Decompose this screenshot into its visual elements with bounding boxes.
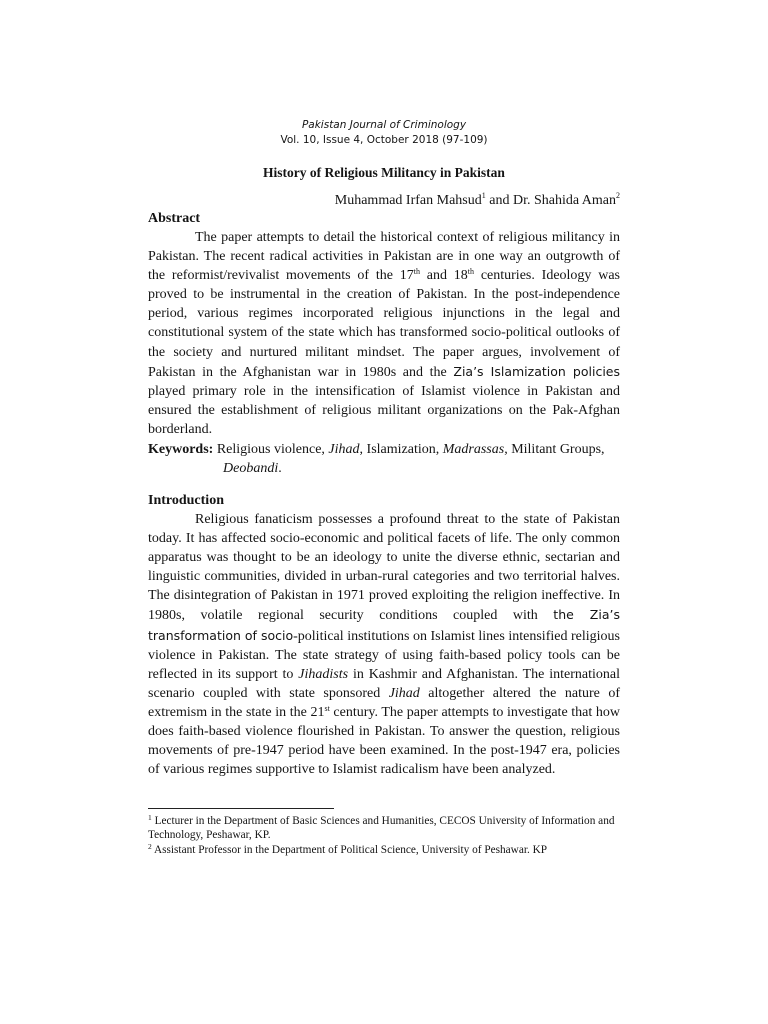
introduction-text	[148, 510, 620, 779]
intro-text-part: -political institutions on Islamist lines intensified religious violence in Pakistan. The state strategy of using faith-based policy tools can be reflected in its support to	[148, 628, 620, 682]
footnote-2-text: Assistant Professor in the Department of Political Science, University of Peshawar. KP	[151, 844, 548, 856]
keyword-text: , Militant Groups,	[504, 442, 605, 457]
footnote-1	[148, 814, 620, 842]
abstract-heading: Abstract	[148, 211, 201, 226]
keywords-section	[148, 440, 620, 478]
journal-issue: Vol. 10, Issue 4, October 2018 (97-109)	[280, 134, 488, 146]
intro-text-part: Jihadists	[298, 666, 349, 682]
footnotes	[148, 814, 620, 857]
introduction-section	[148, 491, 620, 779]
author-2-footnote-mark: 2	[616, 191, 620, 200]
author-2: Dr. Shahida Aman	[512, 193, 616, 208]
keyword-text: , Islamization,	[359, 442, 443, 457]
keywords-continuation	[148, 459, 620, 478]
abstract-text-part: and 18	[419, 268, 468, 284]
introduction-heading: Introduction	[148, 493, 224, 508]
abstract-text-part: centuries. Ideology was proved to be instrumental in the creation of Pakistan. In the post-independence period, various regimes incorporated religious injunctions in the legal and constitutional system of the state which has transformed socio-political outlooks of the society and nurtured militant mindset. The paper argues, involvement of Pakistan in the Afghanistan war in 1980s and the	[148, 268, 621, 380]
abstract-text	[148, 228, 620, 439]
abstract-text-part: played primary role in the intensification of Islamist violence in Pakistan and ensured the establishment of religious militant organizations on the Pak-Afghan borderland.	[148, 383, 620, 437]
intro-text-part: Religious fanaticism possesses a profound threat to the state of Pakistan today. It has affected socio-economic and political facets of life. The only common apparatus was thought to be an ideology to unite the diverse ethnic, sectarian and linguistic communities, divided in urban-rural categories and two territorial halves. The disintegration of Pakistan in 1971 proved exploiting the religion ineffective. In 1980s, volatile regional security conditions coupled with	[148, 512, 620, 624]
footnote-divider	[148, 808, 334, 809]
author-line	[335, 193, 620, 209]
keyword-text: Religious violence,	[213, 442, 329, 457]
abstract-text-part: The paper attempts to detail the historical context of religious militancy in Pakistan. The recent radical activities in Pakistan are in one way an outgrowth of the reformist/revivalist movements of the 17	[148, 230, 620, 284]
intro-text-part: in Kashmir and Afghanistan. The international scenario coupled with state sponsored	[148, 666, 620, 701]
author-connector: and	[485, 193, 513, 208]
keyword-text: Deobandi	[223, 461, 279, 477]
footnote-1-text: Lecturer in the Department of Basic Sciences and Humanities, CECOS University of Information and Technology, Peshawar, KP.	[148, 815, 615, 841]
paper-title: History of Religious Militancy in Pakistan	[263, 165, 505, 180]
footnote-2	[148, 843, 620, 857]
journal-name: Pakistan Journal of Criminology	[301, 119, 467, 131]
keyword-text: Madrassas	[442, 442, 505, 457]
intro-text-part: altogether altered the nature of extremism in the state in the 21	[148, 685, 620, 720]
intro-text-part: Jihad	[388, 685, 420, 701]
author-1: Muhammad Irfan Mahsud	[334, 193, 482, 208]
superscript: th	[413, 267, 420, 277]
superscript: st	[324, 703, 330, 713]
footnote-1-mark: 1	[148, 813, 152, 822]
footnote-2-mark: 2	[148, 842, 152, 851]
keyword-text: Jihad	[328, 442, 360, 457]
intro-text-part: the Zia’s transformation of socio	[148, 607, 620, 643]
keywords-label: Keywords:	[148, 442, 214, 457]
keyword-text: .	[278, 461, 282, 477]
superscript: th	[467, 267, 475, 277]
abstract-text-part: Zia’s Islamization policies	[453, 363, 620, 379]
author-1-footnote-mark: 1	[481, 191, 486, 200]
abstract-section	[148, 209, 620, 439]
intro-text-part: century. The paper attempts to investigate that how does faith-based violence flourished in Pakistan. To answer the question, religious movements of pre-1947 period have been examined. In the post-1947 era, policies of various regimes supportive to Islamist radicalism have been analyzed.	[148, 704, 620, 778]
